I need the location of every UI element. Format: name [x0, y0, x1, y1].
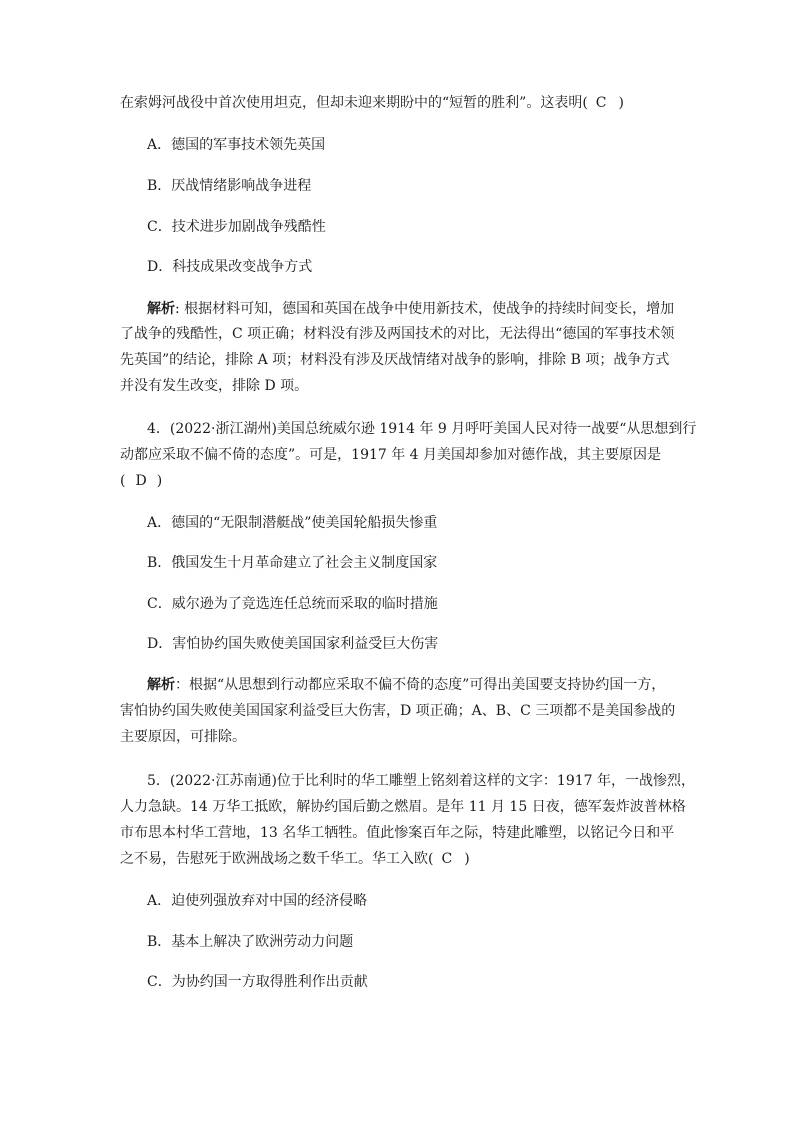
q4-option-a: A．德国的“无限制潜艇战”使美国轮船损失惨重 — [147, 515, 438, 531]
q3-option-c: C．技术进步加剧战争残酷性 — [147, 219, 326, 235]
q4-stem-line-2: 动都应采取不偏不倚的态度”。可是，1917 年 4 月美国却参加对德作战，其主要原因是 — [120, 447, 662, 463]
q5-stem-line-1: 5．(2022·江苏南通)位于比利时的华工雕塑上铭刻着这样的文字：1917 年，一战惨烈， — [147, 773, 695, 789]
q5-stem-line-3: 市布思本村华工营地，13 名华工牺牲。值此惨案百年之际，特建此雕塑，以铭记今日和平 — [120, 825, 675, 841]
q4-option-c: C．威尔逊为了竞选连任总统而采取的临时措施 — [147, 596, 438, 612]
q3-analysis-line-3: 先英国”的结论，排除 A 项；材料没有涉及厌战情绪对战争的影响，排除 B 项；战争方式 — [120, 352, 670, 368]
q3-answer-close: ) — [618, 95, 624, 111]
q4-option-b: B．俄国发生十月革命建立了社会主义制度国家 — [147, 555, 438, 571]
q4-analysis-line-3: 主要原因，可排除。 — [120, 729, 246, 745]
q4-answer-open: ( — [120, 473, 126, 489]
q4-stem-line-1: 4．(2022·浙江湖州)美国总统威尔逊 1914 年 9 月呼吁美国人民对待一战要“从思想到行 — [147, 421, 697, 437]
q4-analysis-label: 解析 — [147, 677, 175, 693]
q4-answer: D — [135, 473, 147, 489]
q5-answer: C — [441, 851, 453, 867]
q3-analysis-line-4: 并没有发生改变，排除 D 项。 — [120, 378, 309, 394]
q5-stem-line-2: 人力急缺。14 万华工抵欧，解协约国后勤之燃眉。是年 11 月 15 日夜，德军轰炸波普林格 — [120, 799, 686, 815]
q3-analysis-line-2: 了战争的残酷性，C 项正确；材料没有涉及两国技术的对比，无法得出“德国的军事技术领 — [120, 326, 675, 342]
q5-answer-close: ) — [464, 851, 470, 867]
q5-option-a: A．迫使列强放弃对中国的经济侵略 — [147, 893, 368, 909]
q3-stem-line — [120, 93, 624, 113]
q4-option-d: D．害怕协约国失败使美国国家利益受巨大伤害 — [147, 636, 439, 652]
q4-answer-close: ) — [156, 473, 163, 489]
q3-stem-text: 在索姆河战役中首次使用坦克，但却未迎来期盼中的“短暂的胜利”。这表明( — [120, 95, 588, 111]
q5-option-b: B．基本上解决了欧洲劳动力问题 — [147, 934, 354, 950]
q5-option-c: C．为协约国一方取得胜利作出贡献 — [147, 974, 368, 990]
q3-analysis-text-1: : 根据材料可知，德国和英国在战争中使用新技术，使战争的持续时间变长，增加 — [175, 301, 675, 317]
q3-option-a: A．德国的军事技术领先英国 — [147, 137, 326, 153]
q5-stem-line-4 — [120, 849, 470, 869]
q3-option-d: D．科技成果改变战争方式 — [147, 259, 313, 275]
q3-option-b: B．厌战情绪影响战争进程 — [147, 178, 312, 194]
q4-analysis-line-2: 害怕协约国失败使美国国家利益受巨大伤害，D 项正确；A、B、C 三项都不是美国参战的 — [120, 703, 676, 719]
q4-analysis-line-1 — [147, 675, 665, 695]
q5-stem-text-4: 之不易，告慰死于欧洲战场之数千华工。华工入欧( — [120, 851, 434, 867]
q3-analysis-line-1 — [147, 299, 674, 319]
q3-answer: C — [595, 95, 607, 111]
q4-answer-line — [120, 471, 162, 491]
q4-analysis-text-1: ：根据“从思想到行动都应采取不偏不倚的态度”可得出美国要支持协约国一方， — [175, 677, 666, 693]
q3-analysis-label: 解析 — [147, 301, 175, 317]
